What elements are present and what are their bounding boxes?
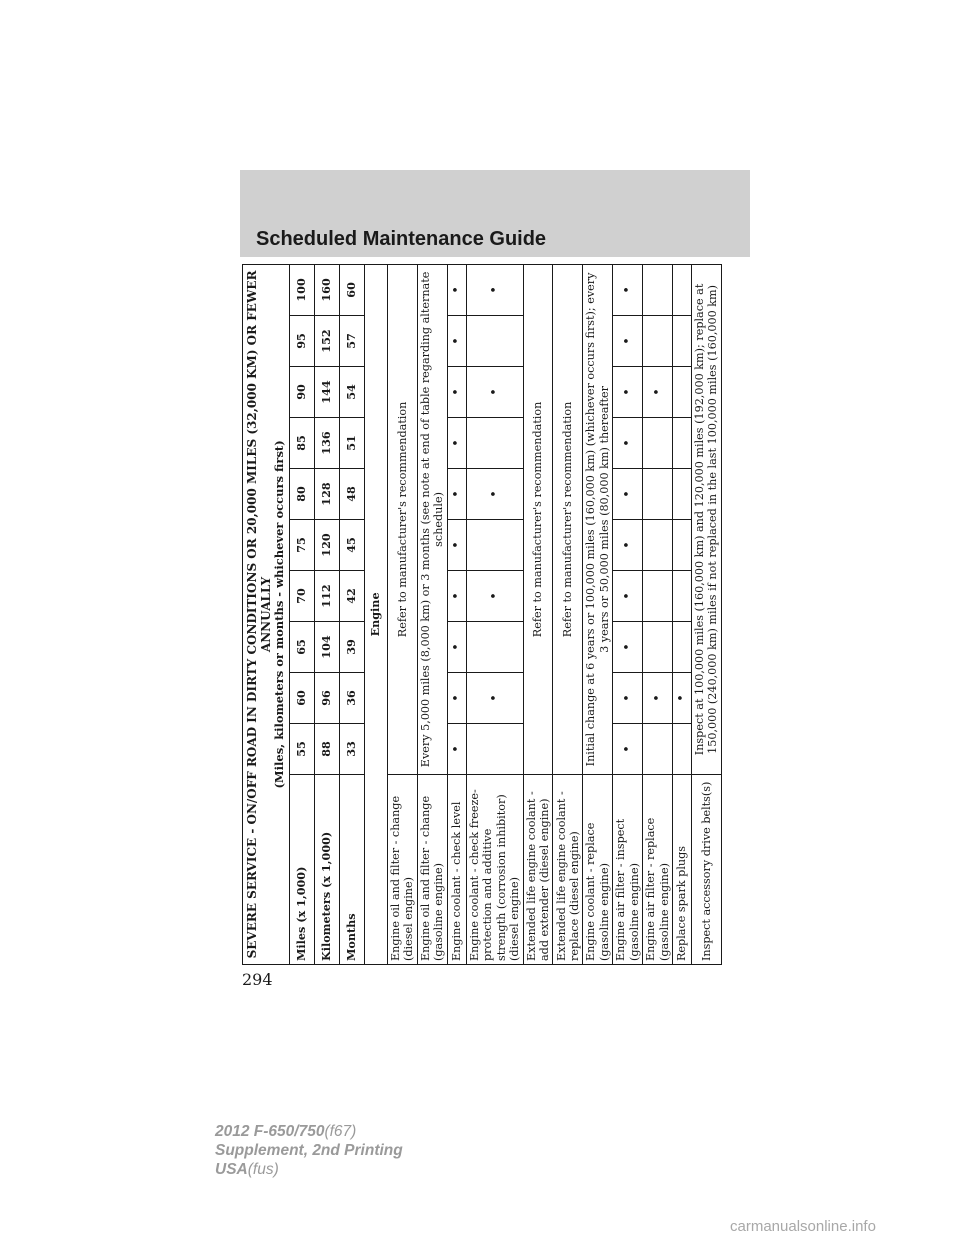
empty-cell [466,520,523,571]
item-note: Refer to manufacturer's recommendation [388,264,418,774]
section-title: Scheduled Maintenance Guide [256,228,547,250]
item-label: Inspect accessory drive belts(s) [691,775,721,965]
severe-service-table [242,264,722,965]
empty-cell [673,571,692,622]
table-row [417,264,447,964]
service-dot: • [466,367,523,418]
interval-cell: 128 [315,469,340,520]
service-dot: • [613,367,643,418]
service-dot: • [466,469,523,520]
row-label: Kilometers (x 1,000) [315,775,340,965]
service-dot: • [447,520,466,571]
interval-cell: 152 [315,316,340,367]
table-row [691,264,721,964]
empty-cell [673,367,692,418]
service-dot: • [613,520,643,571]
interval-cell: 85 [290,418,315,469]
empty-cell [643,622,673,673]
interval-cell: 104 [315,622,340,673]
item-label: Engine coolant - replace (gasoline engine) [583,775,613,965]
empty-cell [643,469,673,520]
service-dot: • [613,673,643,724]
item-label: Engine air filter - inspect (gasoline engine) [613,775,643,965]
interval-cell: 48 [340,469,365,520]
empty-cell [466,316,523,367]
empty-cell [466,724,523,775]
empty-cell [643,571,673,622]
interval-cell: 88 [315,724,340,775]
item-label: Engine oil and filter - change (diesel engine) [388,775,418,965]
interval-cell: 95 [290,316,315,367]
service-dot: • [447,724,466,775]
interval-cell: 60 [340,264,365,315]
section-header-band [240,170,750,257]
service-dot: • [447,571,466,622]
interval-cell: 144 [315,367,340,418]
table-row [613,264,643,964]
item-note: Initial change at 6 years or 100,000 miles (160,000 km) (whichever occurs first); every 3 years or 50,000 miles (80,000 km) thereafter [583,264,613,774]
table-row [388,264,418,964]
empty-cell [673,724,692,775]
service-dot: • [447,469,466,520]
empty-cell [643,264,673,315]
empty-cell [673,316,692,367]
footer-model: 2012 F-650/750 [215,1123,325,1140]
service-dot: • [613,622,643,673]
item-label: Replace spark plugs [673,775,692,965]
service-dot: • [447,418,466,469]
table-title-main: SEVERE SERVICE - ON/OFF ROAD IN DIRTY CONDITIONS OR 20,000 MILES (32,000 KM) OR FEWER ANNUALLY [244,270,274,959]
interval-cell: 36 [340,673,365,724]
row-label: Miles (x 1,000) [290,775,315,965]
item-label: Engine oil and filter - change (gasoline engine) [417,775,447,965]
interval-cell: 100 [290,264,315,315]
interval-cell: 54 [340,367,365,418]
empty-cell [643,724,673,775]
item-label: Engine coolant - check freeze-protection and additive strength (corrosion inhibitor) (diesel engine) [466,775,523,965]
empty-cell [643,520,673,571]
service-dot: • [466,264,523,315]
service-dot: • [447,264,466,315]
footer-model-code: (f67) [324,1123,357,1140]
empty-cell [643,418,673,469]
service-dot: • [447,673,466,724]
footer-region-code: (fus) [247,1161,279,1178]
interval-cell: 42 [340,571,365,622]
row-label: Months [340,775,365,965]
table-row [583,264,613,964]
interval-cell: 120 [315,520,340,571]
interval-cell: 55 [290,724,315,775]
footer-region: USA [215,1161,248,1178]
interval-cell: 60 [290,673,315,724]
service-dot: • [613,418,643,469]
service-dot: • [643,673,673,724]
table-row [447,264,466,964]
service-dot: • [613,469,643,520]
empty-cell [673,520,692,571]
interval-cell: 90 [290,367,315,418]
table-row [466,264,523,964]
item-label: Engine air filter - replace (gasoline engine) [643,775,673,965]
empty-cell [466,622,523,673]
site-watermark: carmanualsonline.info [730,1218,876,1235]
table-row [673,264,692,964]
item-note: Refer to manufacturer's recommendation [553,264,583,774]
item-label: Extended life engine coolant - add extender (diesel engine) [523,775,553,965]
item-note: Refer to manufacturer's recommendation [523,264,553,774]
months-row [340,264,365,964]
interval-cell: 75 [290,520,315,571]
service-dot: • [466,571,523,622]
interval-cell: 70 [290,571,315,622]
interval-cell: 51 [340,418,365,469]
table-title [243,264,290,964]
item-label: Extended life engine coolant - replace (diesel engine) [553,775,583,965]
interval-cell: 112 [315,571,340,622]
table-row [643,264,673,964]
interval-cell: 80 [290,469,315,520]
empty-cell [643,316,673,367]
service-dot: • [447,622,466,673]
empty-cell [673,469,692,520]
service-dot: • [613,571,643,622]
interval-cell: 39 [340,622,365,673]
interval-cell: 45 [340,520,365,571]
interval-cell: 57 [340,316,365,367]
section-engine-label: Engine [365,264,388,964]
item-note: Every 5,000 miles (8,000 km) or 3 months (see note at end of table regarding alternate schedule) [417,264,447,774]
interval-cell: 136 [315,418,340,469]
print-footer [215,1122,403,1179]
empty-cell [673,264,692,315]
kilometers-row [315,264,340,964]
item-label: Engine coolant - check level [447,775,466,965]
interval-cell: 33 [340,724,365,775]
miles-row [290,264,315,964]
service-dot: • [673,673,692,724]
interval-cell: 160 [315,264,340,315]
service-dot: • [613,264,643,315]
interval-cell: 96 [315,673,340,724]
empty-cell [673,418,692,469]
service-dot: • [447,316,466,367]
service-dot: • [643,367,673,418]
table-row [553,264,583,964]
maintenance-table-container [242,265,722,965]
interval-cell: 65 [290,622,315,673]
table-row [523,264,553,964]
service-dot: • [447,367,466,418]
item-note: Inspect at 100,000 miles (160,000 km) and 120,000 miles (192,000 km); replace at 150,000 (240,000 km) miles if not replaced in the last 100,000 miles (160,000 km) [691,264,721,774]
empty-cell [673,622,692,673]
table-title-sub: (Miles, kilometers or months - whichever occurs first) [272,440,287,789]
empty-cell [466,418,523,469]
service-dot: • [613,316,643,367]
page-number: 294 [242,970,273,989]
service-dot: • [466,673,523,724]
service-dot: • [613,724,643,775]
footer-edition: Supplement, 2nd Printing [215,1142,403,1159]
